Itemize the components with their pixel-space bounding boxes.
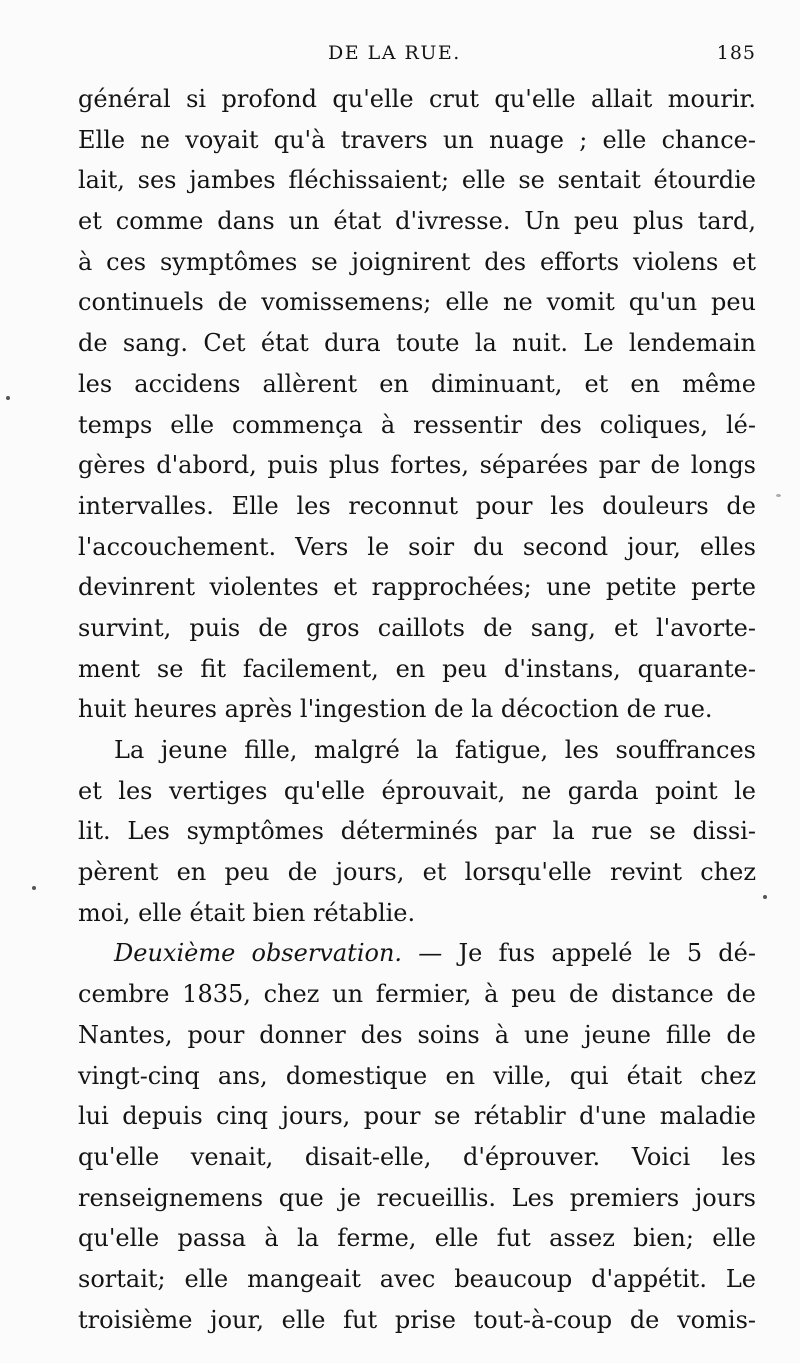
- text-line: cembre 1835, chez un fermier, à peu de distance de: [78, 980, 756, 1009]
- ink-speck: [32, 886, 36, 890]
- observation-line: [78, 933, 756, 974]
- text-line: Nantes, pour donner des soins à une jeune fille de: [78, 1020, 756, 1049]
- observation-heading: Deuxième observation. —: [114, 939, 443, 968]
- text-line: huit heures après l'ingestion de la décoction de rue.: [78, 695, 713, 724]
- text-line: ment se fit facilement, en peu d'instans, quarante-: [78, 654, 756, 683]
- paragraph-first-line: La jeune fille, malgré la fatigue, les souffrances: [114, 736, 756, 764]
- ink-speck: [776, 494, 781, 497]
- text-line: survint, puis de gros caillots de sang, et l'avorte-: [78, 613, 756, 642]
- observation-line-text: Je fus appelé le 5 dé-: [458, 939, 756, 968]
- text-line: l'accouchement. Vers le soir du second jour, elles: [78, 532, 756, 561]
- text-line: troisième jour, elle fut prise tout-à-coup de vomis-: [78, 1305, 756, 1334]
- text-line: renseignemens que je recueillis. Les premiers jours: [78, 1183, 756, 1212]
- text-line: à ces symptômes se joignirent des efforts violens et: [78, 247, 756, 276]
- ink-speck: [6, 396, 10, 400]
- running-title: DE LA RUE.: [328, 42, 461, 64]
- text-line: de sang. Cet état dura toute la nuit. Le lendemain: [78, 329, 756, 358]
- text-line: général si profond qu'elle crut qu'elle allait mourir.: [78, 85, 756, 113]
- text-line: lit. Les symptômes déterminés par la rue se dissi-: [78, 817, 756, 846]
- text-line: lui depuis cinq jours, pour se rétablir d'une maladie: [78, 1102, 756, 1131]
- text-line: vingt-cinq ans, domestique en ville, qui était chez: [78, 1061, 756, 1090]
- body-text: [78, 79, 756, 1340]
- text-line: continuels de vomissemens; elle ne vomit qu'un peu: [78, 288, 756, 317]
- running-head: [0, 42, 800, 72]
- text-line: temps elle commença à ressentir des coliques, lé-: [78, 410, 756, 439]
- text-line: devinrent violentes et rapprochées; une petite perte: [78, 573, 756, 602]
- text-line: qu'elle passa à la ferme, elle fut assez bien; elle: [78, 1224, 756, 1253]
- text-line: pèrent en peu de jours, et lorsqu'elle revint chez: [78, 858, 756, 887]
- page-number: 185: [716, 42, 756, 64]
- text-line: intervalles. Elle les reconnut pour les douleurs de: [78, 491, 756, 520]
- text-line: moi, elle était bien rétablie.: [78, 898, 416, 927]
- text-line: les accidens allèrent en diminuant, et en même: [78, 369, 756, 398]
- text-line: lait, ses jambes fléchissaient; elle se sentait étourdie: [78, 166, 756, 195]
- ink-speck: [763, 895, 767, 899]
- text-line: et comme dans un état d'ivresse. Un peu plus tard,: [78, 207, 756, 236]
- text-line: sortait; elle mangeait avec beaucoup d'appétit. Le: [78, 1264, 756, 1293]
- text-line: et les vertiges qu'elle éprouvait, ne garda point le: [78, 776, 756, 805]
- text-line: gères d'abord, puis plus fortes, séparées par de longs: [78, 451, 756, 480]
- text-line: qu'elle venait, disait-elle, d'éprouver. Voici les: [78, 1142, 756, 1171]
- text-line: Elle ne voyait qu'à travers un nuage ; elle chance-: [78, 125, 756, 154]
